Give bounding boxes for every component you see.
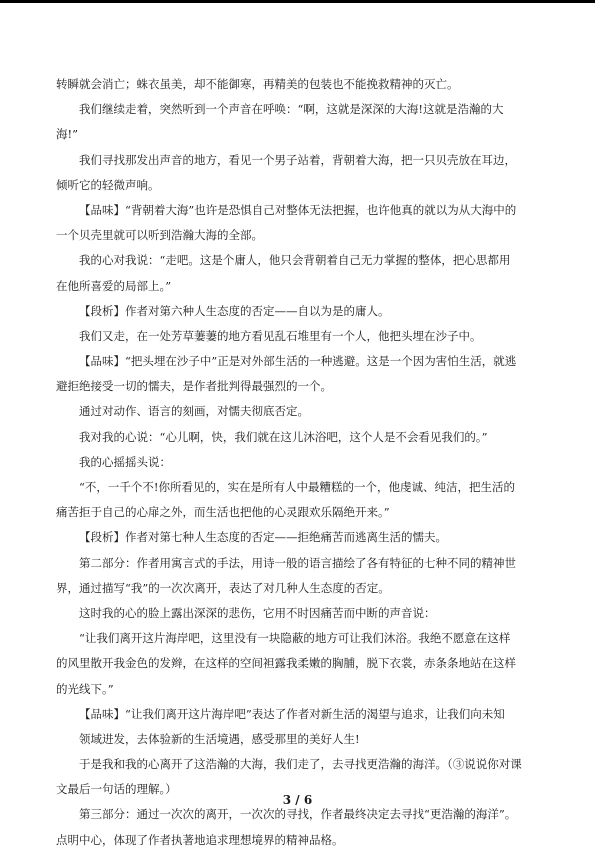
text-line: 【品味】“背朝着大海”也许是恐惧自己对整体无法把握，也许他真的就以为从大海中的 [79, 202, 517, 217]
text-line: “不，一千个不!你所看见的，实在是所有人中最糟糕的一个，他虔诚、纯洁，把生活的 [79, 480, 515, 494]
text-line: 第三部分：通过一次次的离开，一次次的寻找，作者最终决定去寻找“更浩瀚的海洋”。 [79, 807, 517, 822]
text-line: 一个贝壳里就可以听到浩瀚大海的全部。 [56, 228, 263, 243]
text-line: 我的心对我说：“走吧。这是个庸人，他只会背朝着自己无力掌握的整体，把心思都用 [79, 253, 511, 268]
text-line: 【段析】作者对第七种人生态度的否定——拒绝痛苦而逃离生活的懦夫。 [79, 530, 447, 545]
page-number: 3 / 6 [282, 793, 313, 807]
text-line: 我们继续走着，突然听到一个声音在呼唤：“啊，这就是深深的大海!这就是浩瀚的大 [79, 102, 504, 117]
text-line: 我们寻找那发出声音的地方，看见一个男子站着，背朝着大海，把一只贝壳放在耳边， [79, 152, 516, 167]
text-line: 领域进发，去体验新的生活境遇，感受那里的美好人生! [79, 731, 360, 746]
text-line: 第二部分：作者用寓言式的手法，用诗一般的语言描绘了各有特征的七种不同的精神世 [79, 555, 516, 570]
text-line: 痛苦拒于自己的心扉之外，而生活也把他的心灵跟欢乐隔绝开来。” [56, 505, 390, 520]
text-line: 我对我的心说：“心儿啊，快，我们就在这儿沐浴吧，这个人是不会看见我们的。” [79, 429, 488, 444]
text-line: 倾听它的轻微声响。 [56, 177, 160, 192]
text-line: 转瞬就会消亡；蛛衣虽美，却不能御寒，再精美的包装也不能挽救精神的灭亡。 [56, 77, 459, 91]
text-line: 的风里散开我金色的发辫，在这样的空间袒露我柔嫩的胸脯，脱下衣裳，赤条条地站在这样 [56, 656, 516, 671]
text-line: 点明中心，体现了作者执著地追求理想境界的精神品格。 [56, 832, 344, 847]
text-line: 【品味】“把头埋在沙子中”正是对外部生活的一种逃避。这是一个因为害怕生活，就逃 [79, 354, 517, 369]
text-line: 在他所喜爱的局部上。” [56, 278, 172, 293]
top-border [0, 0, 595, 3]
text-line: 我们又走，在一处芳草萋萋的地方看见乱石堆里有一个人，他把头埋在沙子中。 [79, 328, 482, 343]
text-line: 【品味】“让我们离开这片海岸吧”表达了作者对新生活的渴望与追求，让我们向未知 [79, 706, 505, 721]
text-line: 文最后一句话的理解。） [56, 782, 177, 797]
text-line: 这时我的心的脸上露出深深的悲伤，它用不时因痛苦而中断的声音说： [79, 605, 436, 620]
text-line: 避拒绝接受一切的懦夫，是作者批判得最强烈的一个。 [56, 379, 332, 394]
text-line: 通过对动作、语言的刻画，对懦夫彻底否定。 [79, 404, 309, 419]
document-body [56, 72, 544, 853]
text-line: 【段析】作者对第六种人生态度的否定——自以为是的庸人。 [79, 303, 390, 318]
text-line: 海!” [56, 127, 79, 142]
text-line: “让我们离开这片海岸吧，这里没有一块隐蔽的地方可让我们沐浴。我绝不愿意在这样 [79, 631, 511, 646]
text-line: 于是我和我的心离开了这浩瀚的大海，我们走了，去寻找更浩瀚的海洋。（③说说你对课 [79, 757, 522, 772]
text-line: 我的心摇摇头说： [79, 454, 171, 469]
text-line: 界，通过描写“我”的一次次离开，表达了对几种人生态度的否定。 [56, 580, 390, 595]
text-line: 的光线下。” [56, 681, 114, 696]
